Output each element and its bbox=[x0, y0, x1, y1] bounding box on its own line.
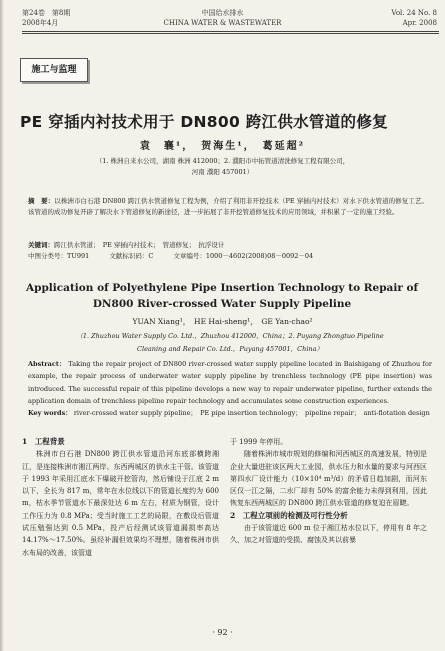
header-date: 2008年4月 bbox=[22, 19, 59, 27]
header-rule bbox=[22, 31, 439, 32]
header-center bbox=[0, 8, 445, 28]
header-volume: 第24卷 第8期 bbox=[22, 9, 71, 17]
doc-code: 文献标识码：C bbox=[109, 252, 154, 260]
title-en-line-1: Application of Polyethylene Pipe Insertion Technology to Repair of bbox=[25, 282, 419, 294]
abstract-cn-label: 摘 要： bbox=[28, 197, 55, 205]
section-heading-1: 1 工程背景 bbox=[22, 437, 65, 446]
header-date-right: Apr. 2008 bbox=[402, 19, 437, 27]
abstract-en bbox=[28, 358, 432, 407]
section-heading-2: 2 工程立项前的检测及可行性分析 bbox=[230, 510, 348, 520]
abstract-cn bbox=[28, 196, 428, 218]
header-right bbox=[391, 8, 437, 28]
body-paragraph: 株洲市白石港 DN800 跨江供水管道沿河东底部横跨湘江，是连接株洲市湘江两岸、东西两城区的供水主干管。该管道于 1993 年采用江底水下爆破开挖管沟，然后铺设于江底 2 m 以下，全长为 817 m，常年在水位线以下的管道长度约为 600 m，枯水季节管道水下最深处达 6 m 左右，材质为钢管，设计工作压力为 0.8 MPa；受当时施工工艺的局限，在敷设后管道试压勉强达到 0.5 MPa，投产后经测试该管道漏损率高达 14.17%～17.50%。虽经补漏但效果均不理想，随着株洲市供水布局的改善，该管道 bbox=[22, 450, 219, 557]
section-tag: 施工与监理 bbox=[20, 58, 88, 82]
body-column-left bbox=[22, 436, 219, 559]
abstract-en-label: Abstract： bbox=[28, 360, 67, 368]
header-vol-right: Vol. 24 No. 8 bbox=[391, 9, 437, 17]
body-paragraph-continued: 于 1999 年停用。 bbox=[230, 438, 288, 446]
header-rule-thin bbox=[22, 33, 439, 34]
affiliation-en-line-1: （1. Zhuzhou Water Supply Co. Ltd.，Zhuzhou 412000，China；2. Puyang Zhongtuo Pipeline bbox=[76, 332, 384, 340]
affiliation-cn-line-1: （1. 株洲自来水公司，湖南 株洲 412000；2. 濮阳市中拓管道清洗修复工程有限公司， bbox=[95, 157, 350, 165]
keywords-en-label: Key words： bbox=[28, 409, 72, 417]
body-paragraph: 由于该管道近 600 m 位于湘江枯水位以下，停用有 8 年之久，加之对管道的受损、腐蚀及其以前暴 bbox=[230, 524, 427, 545]
title-en-line-2: DN800 River-crossed Water Supply Pipeline bbox=[92, 298, 352, 310]
affiliation-en-line-2: Cleaning and Repair Co. Ltd.，Puyang 457001，China） bbox=[137, 345, 323, 353]
keywords-en-text: river-crossed water supply pipeline； PE pipe insertion technology； pipeline repair； anti-flotation design bbox=[73, 409, 430, 417]
header-journal-en: CHINA WATER & WASTEWATER bbox=[163, 19, 282, 27]
keywords-cn-text: 跨江供水管道； PE 穿插内衬技术； 管道修复； 抗浮设计 bbox=[54, 241, 225, 249]
keywords-en bbox=[28, 407, 432, 419]
body-paragraph: 随着株洲市城市规划的修编和河西城区的高速发展，特别是企业大量进驻该区两大工业园，供水压力和水量的要求与河西区第四水厂设计能力（10×10⁴ m³/d）的矛盾日趋加剧，而河东区仅一江之隔，二水厂却有 50% 的富余能力未得到利用，因此恢复东西两城区的 DN800 跨江供水管道的修复迫在眉睫。 bbox=[230, 450, 427, 508]
abstract-cn-text: 以株洲市白石港 DN800 跨江供水管道修复工程为例，介绍了利用非开挖技术（PE 穿插内衬技术）对水下供水管道的修复工艺。该管道的成功修复开辟了解决水下管道修复的新途径，进一步拓展了非开挖管道修复技术的应用领域，并积累了一定的施工经验。 bbox=[28, 197, 429, 216]
body-column-right bbox=[230, 436, 427, 547]
affiliation-cn-line-2: 河南 濮阳 457001） bbox=[191, 168, 254, 176]
clc-number: 中图分类号：TU991 bbox=[28, 252, 90, 260]
header-journal-cn: 中国给水排水 bbox=[201, 9, 244, 17]
article-number: 文章编号：1000－4602(2008)08－0092－04 bbox=[173, 252, 314, 260]
authors-cn: 袁 襄¹， 贺海生¹， 葛延超² bbox=[139, 141, 306, 152]
authors-en: YUAN Xiang¹， HE Hai-sheng¹， GE Yan-chao² bbox=[132, 317, 313, 326]
abstract-en-text: Taking the repair project of DN800 river-crossed water supply pipeline located in Baishigang of Zhuzhou for example, the repair process of underwater water supply pipeline by trenchless technology (PE pipe insertion) was introduced. The successful repair of this pipeline develops a new way to repair underwater pipeline, further extends the application domain of trenchless pipeline repair technology and accumulates some construction experiences. bbox=[28, 360, 432, 405]
keywords-cn-label: 关键词： bbox=[28, 241, 54, 249]
page-number: · 92 · bbox=[212, 628, 233, 637]
title-cn: PE 穿插内衬技术用于 DN800 跨江供水管道的修复 bbox=[20, 113, 388, 131]
keywords-cn bbox=[28, 240, 428, 251]
classification-row bbox=[28, 251, 428, 260]
